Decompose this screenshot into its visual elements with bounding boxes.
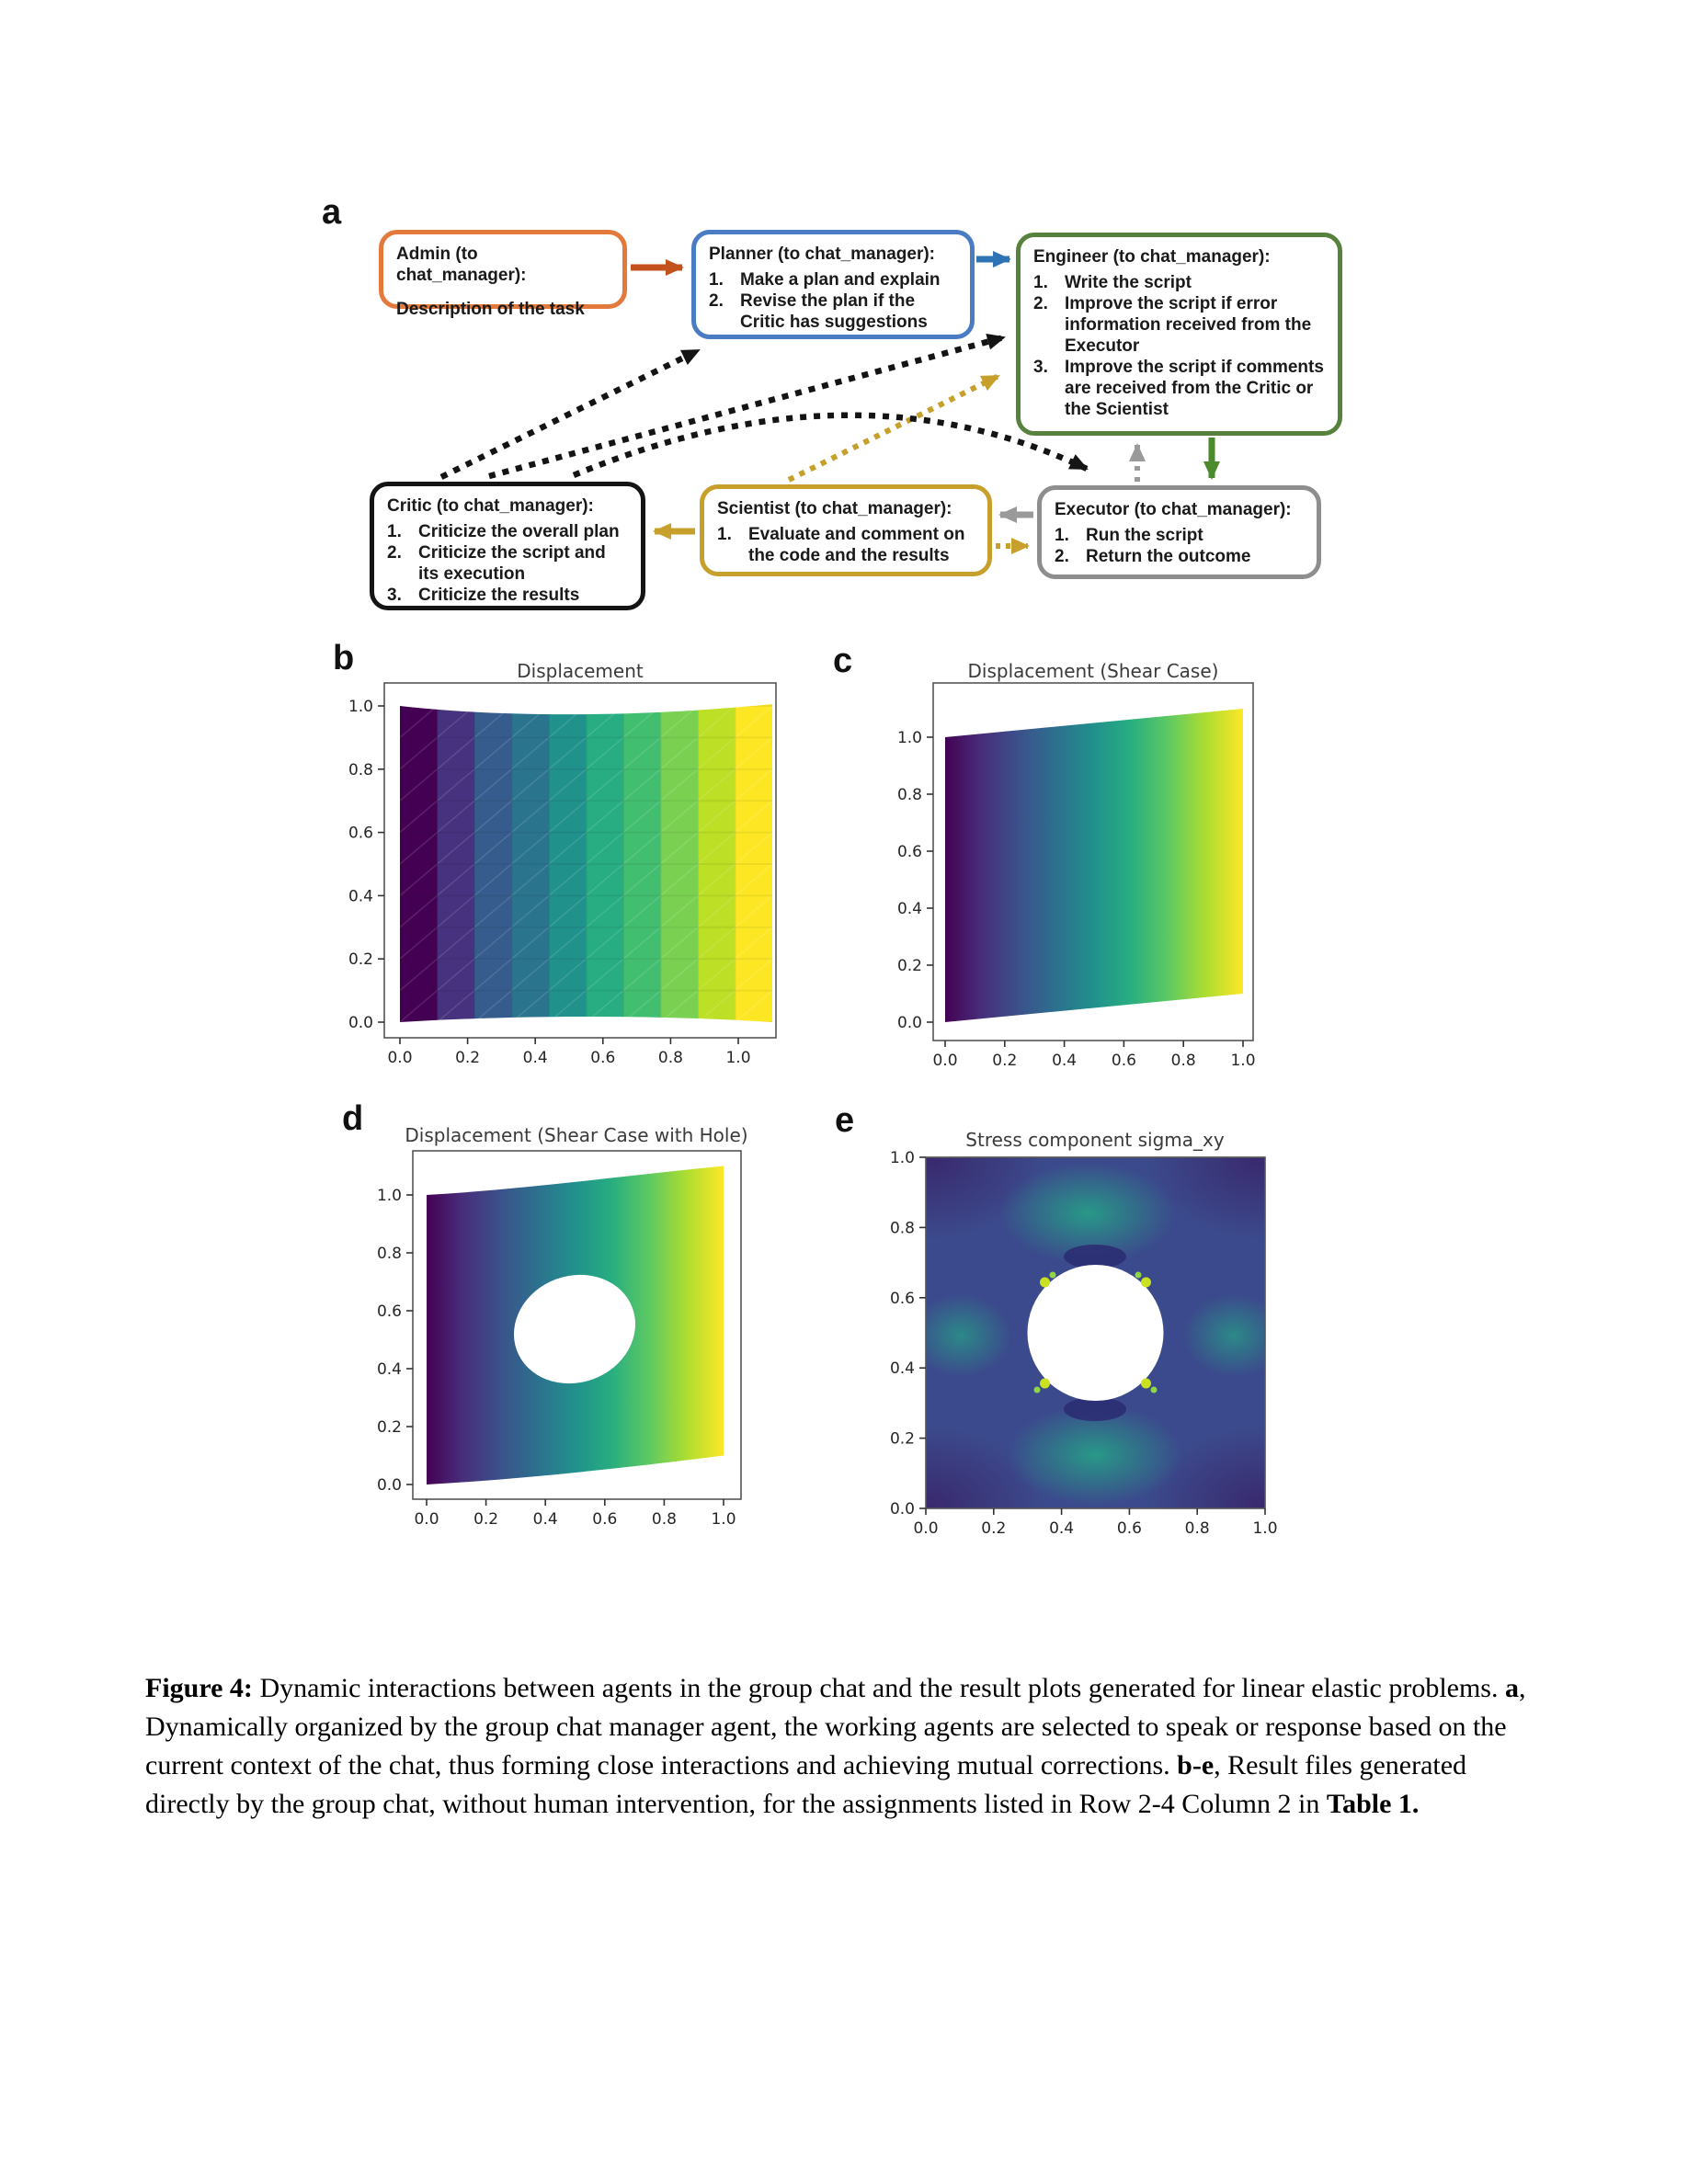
tick-label: 0.0 [889,1500,915,1519]
critic-item: Criticize the overall plan [418,522,620,541]
plot-displacement-shear-hole [349,1117,781,1544]
panel-label-b: b [333,639,355,677]
tick-label: 0.2 [376,1418,402,1437]
tick-label: 0.6 [590,1049,616,1067]
agent-box-scientist [700,484,992,576]
tick-label: 0.0 [387,1049,413,1067]
tick-label: 0.6 [348,824,373,843]
tick-label: 0.2 [455,1049,481,1067]
tick-label: 0.4 [532,1510,558,1529]
tick-label: 0.0 [896,1014,922,1032]
panel-label-a: a [322,193,342,232]
tick-label: 1.0 [348,698,373,716]
tick-label: 0.6 [376,1302,402,1321]
figure-caption: Figure 4: Dynamic interactions between agents in the group chat and the result plots generated for linear elastic problems. a, Dynamically organized by the group chat manager agent, the working agents are selected to speak or response based on the current context of the chat, thus forming close interactions and achieving mutual corrections. b-e, Result files generated directly by the group chat, without human intervention, for the assignments listed in Row 2-4 Column 2 in Table 1. [145,1673,1526,1819]
tick-label: 0.6 [592,1510,618,1529]
engineer-item: Write the script [1065,273,1192,292]
tick-label: 0.2 [896,957,922,975]
agent-box-executor-title: Executor (to chat_manager): [1055,500,1292,519]
planner-item: Revise the plan if the Critic has suggestions [740,291,928,332]
tick-label: 1.0 [896,729,922,747]
agent-box-planner-title: Planner (to chat_manager): [709,245,935,264]
tick-label: 0.4 [1052,1052,1078,1070]
tick-label: 1.0 [1230,1052,1256,1070]
agent-box-admin-title: Admin (to chat_manager): [396,245,527,285]
tick-label: 1.0 [889,1149,915,1167]
tick-label: 0.2 [889,1429,915,1449]
tick-label: 0.4 [348,887,373,906]
tick-label: 0.6 [896,843,922,861]
agent-box-engineer-title: Engineer (to chat_manager): [1033,247,1271,267]
panel-label-e: e [835,1101,855,1140]
tick-label: 0.2 [473,1510,499,1529]
arrow-critic-to-executor-dotted [574,415,1087,475]
tick-label: 0.8 [651,1510,677,1529]
tick-label: 1.0 [725,1049,751,1067]
agent-box-admin-body: Description of the task [396,300,585,319]
executor-item: Run the script [1086,526,1203,545]
tick-label: 0.0 [348,1014,373,1032]
plot-c-mesh [945,709,1243,1022]
tick-label: 1.0 [1252,1519,1278,1538]
plot-stress-sigma-xy [873,1117,1324,1544]
plot-c-title: Displacement (Shear Case) [967,660,1219,682]
agent-box-planner [691,230,975,339]
arrow-critic-to-planner-dotted [441,350,699,477]
agent-box-engineer [1016,233,1342,436]
agent-box-critic [370,482,645,610]
panel-label-c: c [833,642,853,680]
tick-label: 0.4 [1049,1519,1075,1538]
scientist-item: Evaluate and comment on the code and the results [748,525,965,565]
engineer-item: Improve the script if comments are received from the Critic or the Scientist [1065,358,1324,419]
tick-label: 1.0 [711,1510,736,1529]
critic-item: Criticize the results [418,586,580,605]
agent-box-critic-title: Critic (to chat_manager): [387,496,594,516]
panel-label-d: d [342,1099,364,1138]
plot-displacement [340,657,800,1071]
tick-label: 0.8 [376,1245,402,1263]
tick-label: 0.0 [414,1510,439,1529]
tick-label: 0.8 [896,786,922,804]
tick-label: 0.8 [657,1049,683,1067]
plot-d-title: Displacement (Shear Case with Hole) [405,1124,748,1146]
tick-label: 0.8 [1170,1052,1196,1070]
tick-label: 0.2 [981,1519,1007,1538]
plot-e-field [873,1117,1324,1544]
tick-label: 0.6 [889,1289,915,1308]
critic-item: Criticize the script and its execution [418,543,606,584]
tick-label: 0.8 [1184,1519,1210,1538]
tick-label: 1.0 [376,1187,402,1205]
tick-label: 0.4 [889,1359,915,1379]
agent-box-executor [1037,485,1321,579]
executor-item: Return the outcome [1086,547,1251,566]
arrow-critic-to-engineer-dotted [489,337,1004,476]
tick-label: 0.2 [992,1052,1018,1070]
tick-label: 0.8 [348,760,373,779]
plot-displacement-shear [864,657,1324,1071]
plot-b-title: Displacement [517,660,644,682]
plot-e-title: Stress component sigma_xy [965,1129,1225,1151]
agent-box-admin [379,230,627,319]
tick-label: 0.8 [889,1219,915,1238]
tick-label: 0.6 [1111,1052,1136,1070]
engineer-item: Improve the script if error information received from the Executor [1065,294,1312,356]
tick-label: 0.6 [1116,1519,1142,1538]
plot-b-mesh-grid [400,704,772,1022]
tick-label: 0.0 [913,1519,939,1538]
agent-box-scientist-title: Scientist (to chat_manager): [717,499,952,518]
planner-item: Make a plan and explain [740,270,941,290]
tick-label: 0.4 [896,900,922,918]
tick-label: 0.0 [376,1476,402,1495]
tick-label: 0.0 [932,1052,958,1070]
tick-label: 0.4 [376,1360,402,1379]
tick-label: 0.2 [348,950,373,970]
tick-label: 0.4 [522,1049,548,1067]
